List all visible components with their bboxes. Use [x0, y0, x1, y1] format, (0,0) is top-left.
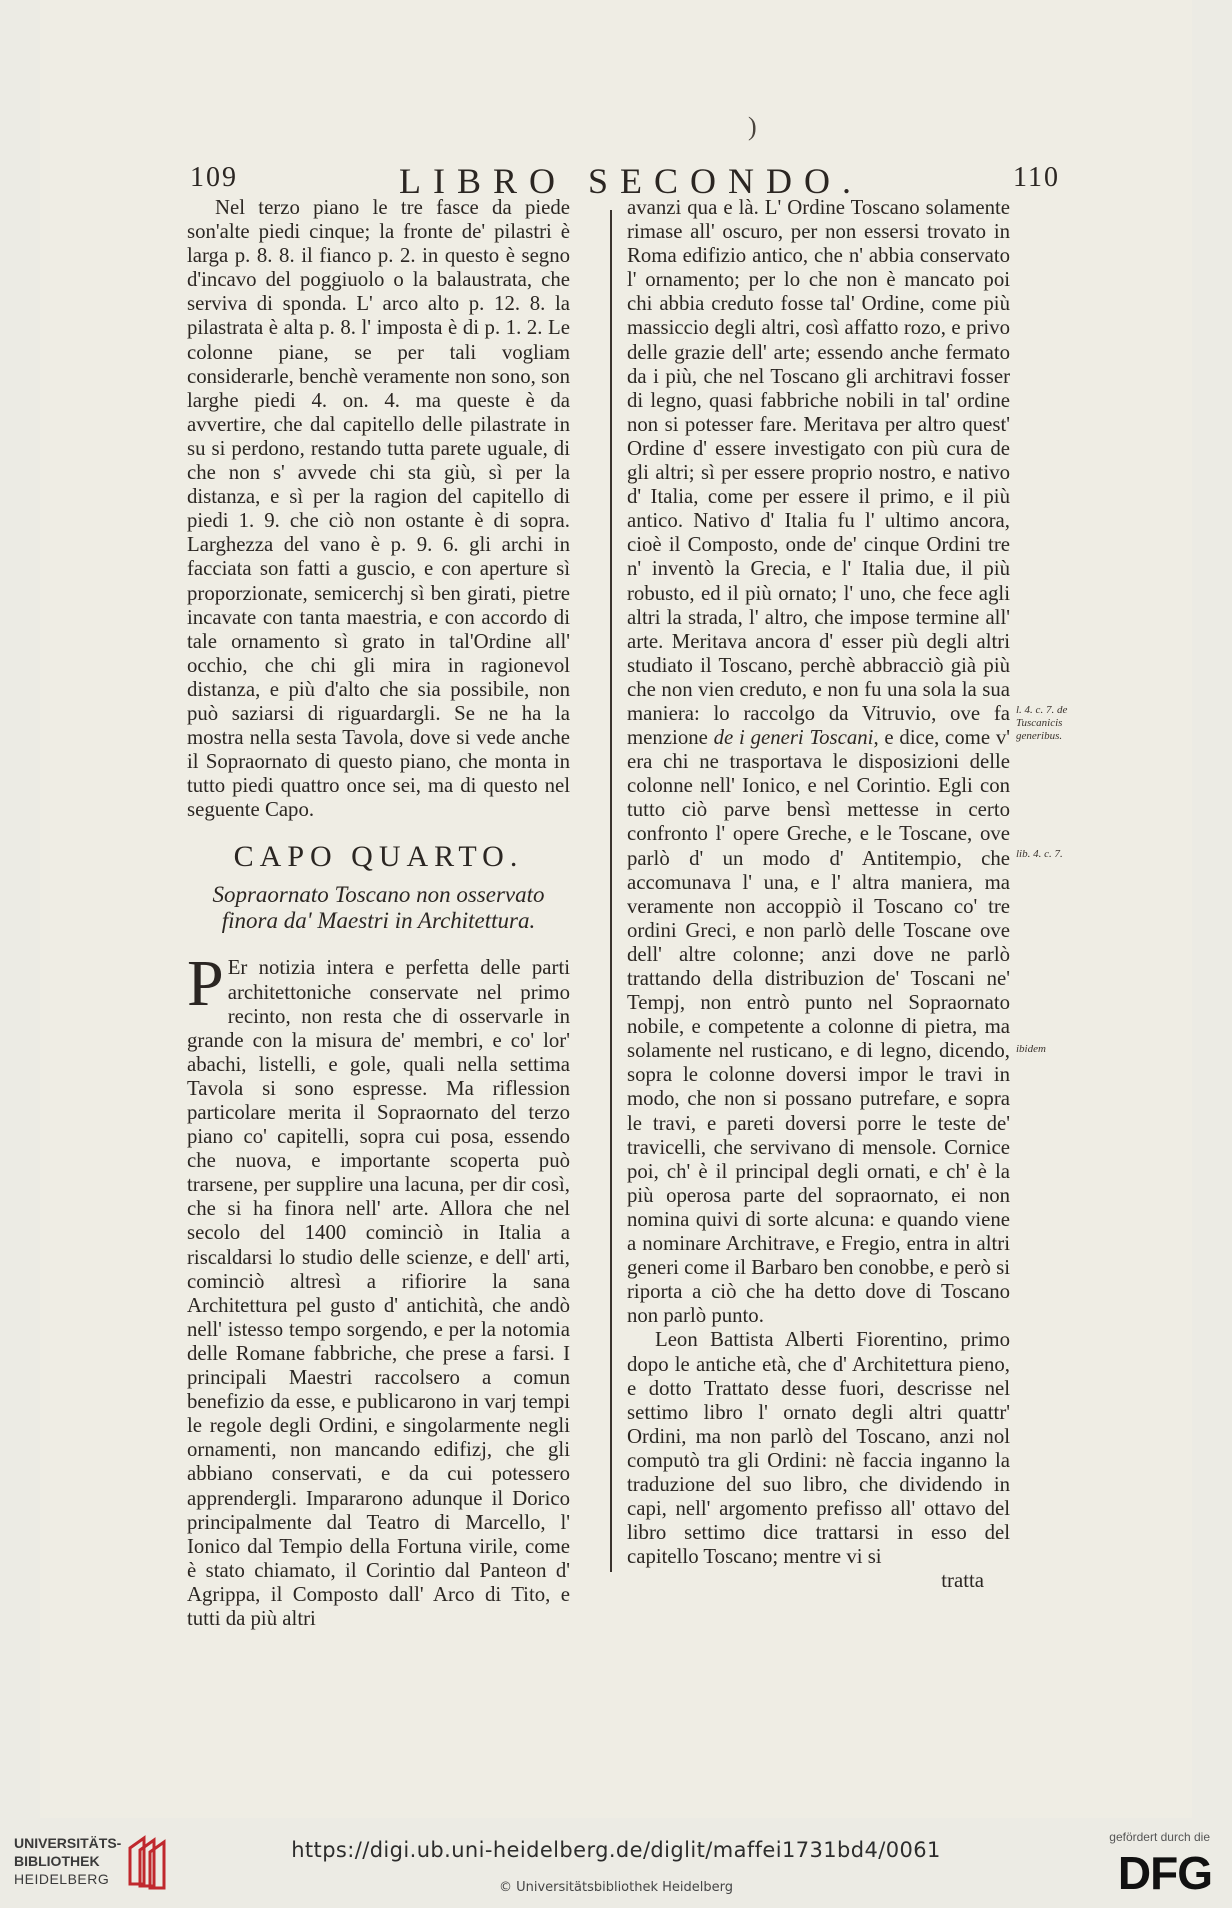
funding-caption: gefördert durch die [1109, 1830, 1210, 1844]
left-paragraph-2 [187, 947, 570, 1631]
page-url-link[interactable]: https://digi.ub.uni-heidelberg.de/diglit/maffei1731bd4/0061 [291, 1838, 941, 1862]
left-paragraph-2-text: Er notizia intera e perfetta delle parti architettoniche conservate nel primo recinto, non resta che di osservarle in grande con la misura de' membri, e co' lor' abachi, listelli, e gole, quali nella settima Tavola si sono espresse. Ma riflession particolare merita il Sopraornato del terzo piano co' capitelli, sopra cui posa, essendo che nuova, e importante scoperta può trarsene, per supplire una lacuna, per dir così, che si ha finora nell' arte. Allora che nel secolo del 1400 cominciò in Italia a riscaldarsi lo studio delle scienze, e dell' arti, cominciò altresì a rifiorire la sana Architettura pel gusto d' antichità, che andò nell' istesso tempo sorgendo, e per la notomia delle Romane fabbriche, che prese a farsi. I principali Maestri raccolsero a comun benefizio da esse, e publicarono in varj tempi le regole degli Ordini, e singolarmente negli ornamenti, non mancando edifizj, che gli abbiano conservati, e da cui potessero apprendergli. Impararono adunque il Dorico principalmente dal Teatro di Marcello, l' Ionico dal Tempio della Fortuna virile, come è stato chiamato, il Corintio dal Panteon d' Agrippa, il Composto dall' Arco di Tito, e tutti da più altri [187, 956, 570, 1630]
right-column [627, 196, 1010, 1593]
right-paragraph-1b-text: , e dice, come v' era chi ne trasportava le disposizioni delle colonne nell' Ionico, e nel Corintio. Egli con tutto ciò parve bensì mettesse in certo confronto l' opere Greche, e le Toscane, ove parlò d' un modo d' Antitempio, che accomunava l' una, e l' altra maniera, ma veramente non accoppiò il Toscano co' tre ordini Greci, e non parlò delle Toscane ove dell' altre colonne; anzi dove ne parlò trattando della distribuzion de' Toscani ne' Tempj, non entrò punto nel Sopraornato nobile, e competente a colonne di pietra, ma solamente nel rusticano, e di legno, dicendo, sopra le colonne doversi impor le travi in modo, che non si possano putrefare, e sopra le travi, e pareti doversi porre le teste de' travicelli, che servivano di mensole. Cornice poi, ch' è il principal degli ornati, e ch' è la più operosa parte del sopraornato, ei non nomina quivi di sorte alcuna: e quando viene a nominare Architrave, e Fregio, entra in altri generi come il Barbaro ben conobbe, e però si riporta a ciò che ha detto dove di Toscano non parlò punto. [627, 726, 1011, 1328]
right-paragraph-1 [627, 196, 1010, 1328]
drop-cap: P [187, 947, 224, 1021]
left-paragraph-1: Nel terzo piano le tre fasce da piede son'alte piedi cinque; la fronte de' pilastri è larga p. 8. 8. il fianco p. 2. in questo è segno d'incavo del poggiuolo o la balaustrata, che serviva di sponda. L' arco alto p. 12. 8. la pilastrata è alta p. 8. l' imposta è di p. 1. 2. Le colonne piane, se per tali vogliam considerarle, benchè veramente non sono, son larghe piedi 4. on. 4. ma queste è da avvertire, che dal capitello delle pilastrate in su si perdono, restando tutta parete uguale, di che non s' avvede chi sta giù, sì per la distanza, e sì per la ragion del capitello di piedi 1. 9. che ciò non ostante è di sopra. Larghezza del vano è p. 9. 6. gli archi in facciata son fatti a guscio, e con aperture sì proporzionate, semicerchj sì ben girati, pietre incavate con tanta maestria, e con accordo di tale ornamento sì grato in tal'Ordine all' occhio, che chi gli mira in ragionevol distanza, e più d'alto che sia possibile, non può saziarsi di riguardargli. Se ne ha la mostra nella sesta Tavola, dove si vede anche il Sopraornato di questo piano, che monta in tutto piedi quattro once sei, ma di questo nel seguente Capo. [187, 196, 570, 822]
right-paragraph-2: Leon Battista Alberti Fiorentino, primo dopo le antiche età, che d' Architettura pieno, e dotto Trattato desse fuori, descrisse nel settimo libro l' ornato degli altri quattr' Ordini, ma non parlò del Toscano, anzi nol computò tra gli Ordini: nè faccia inganno la traduzione del suo libro, che dividendo in capi, nell' argomento prefisso all' ottavo del libro settimo dice trattarsi in esso del capitello Toscano; mentre vi si [627, 1328, 1010, 1569]
catchword: tratta [941, 1569, 984, 1593]
page-number-left: 109 [190, 162, 238, 193]
right-paragraph-1-text: avanzi qua e là. L' Ordine Toscano solamente rimase all' oscuro, per non essersi trovato in Roma edifizio antico, che n' abbia conservato l' ornamento; per lo che non è mancato poi chi abbia creduto fosse tal' Ordine, come più massiccio degli altri, così affatto rozo, e privo delle grazie dell' arte; essendo anche fermato da i più, che nel Toscano gli architravi fosser di legno, quasi fabbriche nobili in tal' ordine non si potesser fare. Meritava per altro quest' Ordine d' essere investigato con più cura de gli altri; sì per essere proprio nostro, e nativo d' Italia, come per essere il primo, e il più antico. Nativo d' Italia fu l' ultimo ancora, cioè il Composto, onde de' cinque Ordini tre n' inventò la Grecia, e l' Italia due, il più robusto, ed il più ornato; l' uno, che fece agli altri la strada, l' altro, che impose termine all' arte. Meritava ancora d' esser più degli altri studiato il Toscano, perchè abbracciò già più che non vien creduto, e non fu una sola la sua maniera: lo raccolgo da Vitruvio, ove fa menzione [627, 196, 1010, 750]
library-name-line1: UNIVERSITÄTS- [14, 1835, 122, 1851]
copyright-text: © Universitätsbibliothek Heidelberg [498, 1880, 733, 1895]
dfg-logo[interactable]: DFG [1117, 1847, 1212, 1899]
library-city: HEIDELBERG [14, 1871, 110, 1887]
margin-note-1: l. 4. c. 7. de Tuscanicis generibus. [1016, 704, 1068, 742]
top-mark: ) [748, 112, 757, 141]
chapter-title: CAPO QUARTO. [233, 840, 524, 874]
running-header [190, 160, 1060, 200]
italic-citation: de i generi Toscani [713, 726, 874, 750]
margin-note-3: ibidem [1016, 1043, 1046, 1055]
running-title: LIBRO SECONDO. [398, 161, 863, 201]
column-divider [610, 210, 612, 1572]
left-column [187, 196, 570, 1631]
margin-note-2: lib. 4. c. 7. [1016, 848, 1063, 860]
book-page [40, 0, 1192, 1818]
viewer-footer [0, 1818, 1232, 1908]
chapter-subtitle: Sopraornato Toscano non osservato finora da' Maestri in Architettura. [212, 882, 545, 934]
library-name-line2: BIBLIOTHEK [14, 1853, 100, 1869]
page-number-right: 110 [1013, 162, 1060, 193]
